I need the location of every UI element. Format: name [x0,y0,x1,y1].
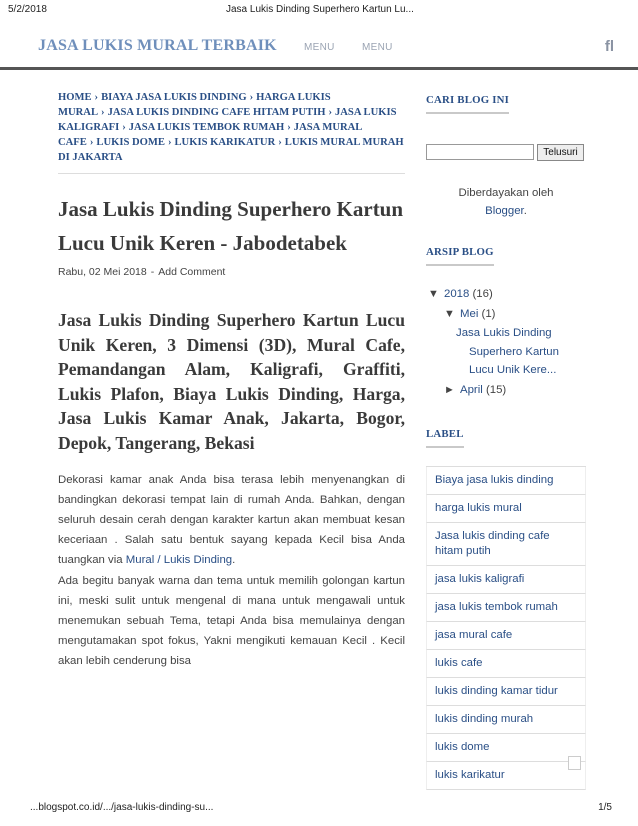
breadcrumb-link[interactable]: HARGA LUKIS MURAL [58,92,331,118]
post-meta [58,266,405,278]
print-page-number: 1/5 [598,802,612,813]
archive-month-link[interactable]: Mei [460,308,479,320]
print-date: 5/2/2018 [8,4,47,15]
paragraph-1 [58,470,405,571]
archive-widget [426,242,586,400]
paragraph-1-text: Dekorasi kamar anak Anda bisa terasa lebih menyenangkan di bandingkan dekorasi tempat lain di rumah Anda. Bahkan, dengan seluruh desain cerah dengan karakter kartun akan membuat kesan keceriaan . Salah satu bentuk sayang kepada Kecil bisa Anda tuangkan via [58,473,405,567]
breadcrumb-separator: › [122,122,126,133]
archive-list [426,284,586,400]
breadcrumb-separator: › [101,107,105,118]
label-item[interactable]: lukis karikatur [426,762,586,790]
search-input[interactable] [426,144,534,160]
archive-month2-count: (15) [485,383,507,396]
archive-month-count: (1) [481,308,496,320]
archive-post [426,324,586,380]
search-row [426,144,586,162]
sidebar [426,90,586,790]
menu-link-1[interactable]: MENU [304,42,335,53]
archive-year-link[interactable]: 2018 [444,288,470,300]
breadcrumb-separator: › [328,107,332,118]
post-date: Rabu, 02 Mei 2018 [58,266,147,278]
powered-by [426,184,586,220]
archive-month2-link[interactable]: April [460,383,483,396]
top-navigation-bar [0,30,638,70]
breadcrumb-separator: › [167,137,172,148]
breadcrumb-separator: › [287,122,291,133]
label-item[interactable]: jasa mural cafe [426,622,586,650]
archive-year-2018 [426,284,586,304]
label-widget [426,424,586,790]
archive-year-count: (16) [472,288,493,300]
archive-post-link[interactable]: Jasa Lukis Dinding Superhero Kartun Lucu Unik Kere... [456,327,559,377]
post-body [58,470,405,672]
breadcrumb [58,90,405,174]
label-item[interactable]: jasa lukis kaligrafi [426,566,586,594]
post-heading: Jasa Lukis Dinding Superhero Kartun Lucu Unik Keren, 3 Dimensi (3D), Mural Cafe, Pemandangan Alam, Kaligrafi, Graffiti, Lukis Plafon, Biaya Lukis Dinding, Harga, Jasa Lukis Kamar Anak, Jakarta, Bogor, Depok, Tangerang, Bekasi [58,310,405,453]
collapse-triangle-icon[interactable]: ▼ [428,288,439,300]
search-button[interactable]: Telusuri [537,144,584,161]
breadcrumb-link[interactable]: LUKIS MURAL MURAH DI JAKARTA [58,137,404,163]
site-title[interactable]: JASA LUKIS MURAL TERBAIK [38,37,277,54]
powered-by-text: Diberdayakan oleh [458,187,554,199]
label-item[interactable]: lukis dinding murah [426,706,586,734]
expand-triangle-icon[interactable]: ► [444,383,455,396]
blogger-link[interactable]: Blogger [485,205,524,217]
print-url: ...blogspot.co.id/.../jasa-lukis-dinding-su... [30,802,214,813]
archive-month-april [426,380,586,400]
breadcrumb-separator: › [249,92,254,103]
search-widget [426,90,586,162]
breadcrumb-link[interactable]: JASA LUKIS KALIGRAFI [58,107,397,133]
label-item[interactable]: lukis dinding kamar tidur [426,678,586,706]
archive-widget-title: ARSIP BLOG [426,246,494,266]
add-comment-link[interactable]: Add Comment [158,266,226,278]
archive-month-mei [426,304,586,324]
print-page-title: Jasa Lukis Dinding Superhero Kartun Lu... [226,4,414,15]
mural-lukis-dinding-link[interactable]: Mural / Lukis Dinding [125,554,233,567]
breadcrumb-link[interactable]: JASA LUKIS TEMBOK RUMAH [128,122,285,133]
paragraph-1-end: . [232,554,236,567]
breadcrumb-home-link[interactable]: HOME [58,92,92,103]
label-item[interactable]: harga lukis mural [426,495,586,523]
paragraph-2: Ada begitu banyak warna dan tema untuk memilih golongan kartun ini, meski sulit untuk mengenal di mana untuk mengawali untuk menemukan sebuah Tema, tetapi Anda bisa memulainya dengan mengutamakan spot fokus, Yakni mengikuti kemauan Kecil . Kecil akan lebih cenderung bisa [58,574,405,668]
breadcrumb-separator: › [94,92,99,103]
breadcrumb-link[interactable]: LUKIS KARIKATUR [174,137,276,148]
powered-end: . [523,205,527,217]
label-item[interactable]: Biaya jasa lukis dinding [426,467,586,495]
scroll-to-top-box[interactable] [568,756,581,770]
menu-link-2[interactable]: MENU [362,42,393,53]
print-header [0,4,638,20]
breadcrumb-link[interactable]: JASA MURAL CAFE [58,122,362,148]
label-list [426,466,586,790]
collapse-triangle-icon[interactable]: ▼ [444,308,455,320]
breadcrumb-separator: › [89,137,94,148]
label-item[interactable]: jasa lukis tembok rumah [426,594,586,622]
label-item[interactable]: lukis dome [426,734,586,762]
breadcrumb-separator: › [278,137,282,148]
meta-separator: - [150,266,155,278]
post-title: Jasa Lukis Dinding Superhero Kartun Lucu Unik Keren - Jabodetabek [58,197,404,255]
label-item[interactable]: lukis cafe [426,650,586,678]
breadcrumb-link[interactable]: JASA LUKIS DINDING CAFE HITAM PUTIH [107,107,326,118]
label-widget-title: LABEL [426,428,464,448]
search-widget-title: CARI BLOG INI [426,94,509,114]
breadcrumb-link[interactable]: LUKIS DOME [96,137,165,148]
main-content [58,90,405,672]
breadcrumb-link[interactable]: BIAYA JASA LUKIS DINDING [101,92,247,103]
label-item[interactable]: Jasa lukis dinding cafe hitam putih [426,523,586,566]
facebook-icon[interactable]: fl [604,38,614,55]
